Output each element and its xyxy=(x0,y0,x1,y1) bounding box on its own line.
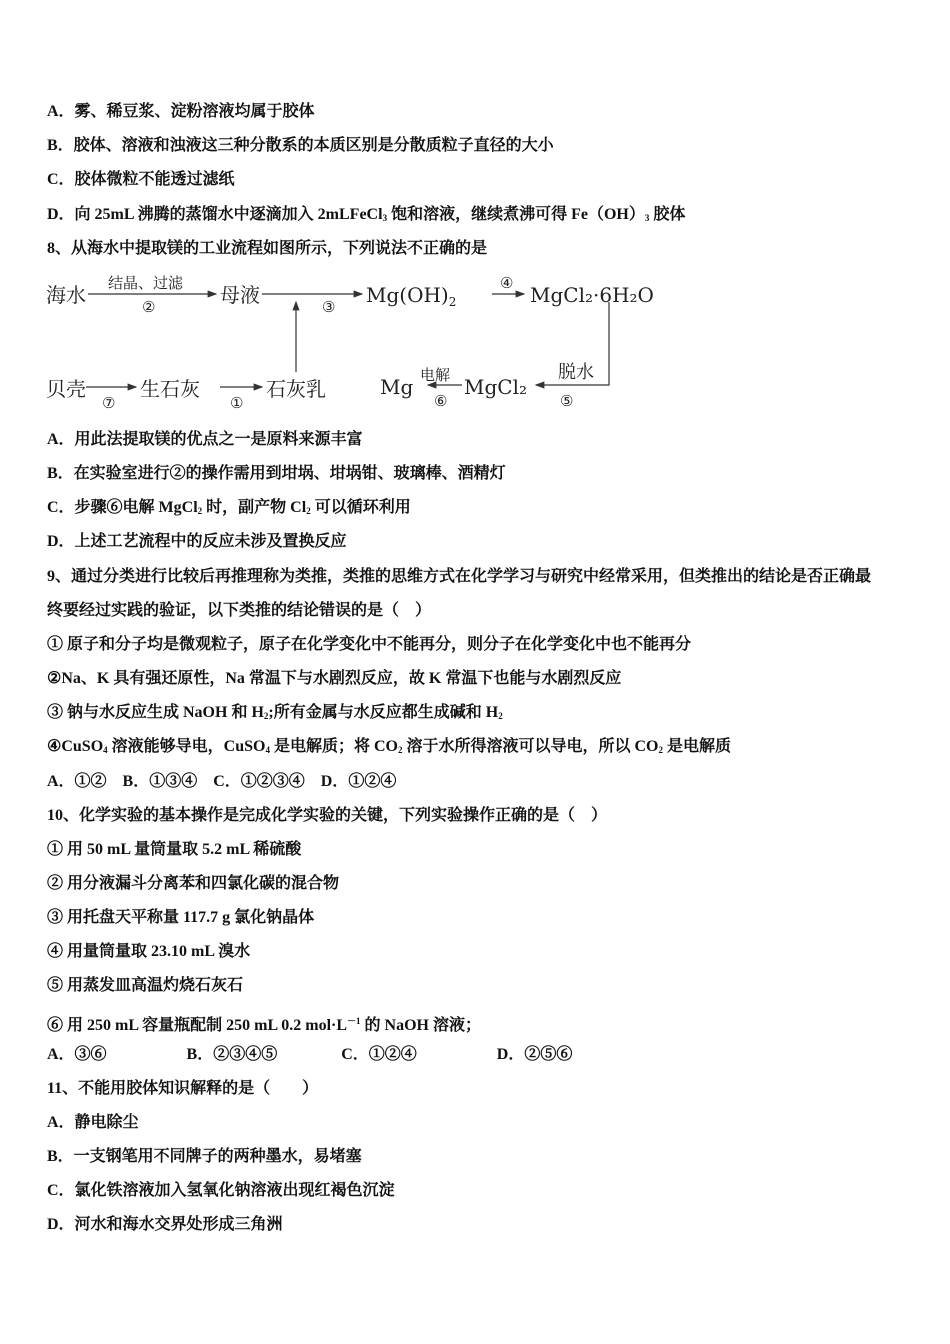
node-mother-liquor: 母液 xyxy=(220,283,260,307)
step5-number: ⑤ xyxy=(560,392,574,410)
text-segment: A．用此法提取镁的优点之一是原料来源丰富 xyxy=(47,431,363,448)
text-segment: D．上述工艺流程中的反应未涉及置换反应 xyxy=(47,533,347,551)
node-lime-milk: 石灰乳 xyxy=(266,377,326,401)
text-segment: ④ 用量筒量取 23.10 mL 溴水 xyxy=(47,943,251,961)
text-segment: B．在实验室进行②的操作需用到坩埚、坩埚钳、玻璃棒、酒精灯 xyxy=(47,465,506,483)
text-line xyxy=(47,1011,481,1036)
text-line xyxy=(47,601,431,621)
label-electrolysis: 电解 xyxy=(420,366,451,384)
text-line xyxy=(47,136,554,156)
text-line xyxy=(47,772,396,792)
subscript: 2 xyxy=(498,711,503,722)
text-segment: ① 用 50 mL 量筒量取 5.2 mL 稀硫酸 xyxy=(47,840,302,858)
step1-number: ① xyxy=(230,394,244,412)
text-segment: ④CuSO xyxy=(47,738,104,756)
text-segment: 的 NaOH 溶液； xyxy=(360,1016,481,1034)
subscript: 2 xyxy=(397,745,403,756)
text-line xyxy=(47,1147,362,1167)
step2-number: ② xyxy=(142,298,156,316)
text-segment: ;所有金属与水反应都生成碱和 H xyxy=(268,704,499,722)
text-segment: 饱和溶液，继续煮沸可得 Fe（OH） xyxy=(387,205,645,223)
mgoh2-sub: 2 xyxy=(448,295,457,309)
text-line xyxy=(47,102,315,122)
text-line xyxy=(47,170,235,190)
text-segment: B．胶体、溶液和浊液这三种分散系的本质区别是分散质粒子直径的大小 xyxy=(47,137,554,155)
text-line xyxy=(47,1113,139,1133)
label-step2: 结晶、过滤 xyxy=(108,274,184,292)
text-segment: A．静电除尘 xyxy=(47,1114,139,1131)
text-segment: C．胶体微粒不能透过滤纸 xyxy=(47,171,235,189)
text-segment: 时，副产物 Cl xyxy=(202,499,307,517)
text-segment: ① 原子和分子均是微观粒子，原子在化学变化中不能再分，则分子在化学变化中也不能再分 xyxy=(47,635,692,653)
step7-number: ⑦ xyxy=(102,394,116,412)
text-segment: 是电解质 xyxy=(662,738,731,756)
text-segment: 终要经过实践的验证，以下类推的结论错误的是（ ） xyxy=(47,601,432,619)
text-line xyxy=(47,567,871,587)
text-segment: 可以循环利用 xyxy=(310,499,411,517)
text-segment: B．一支钢笔用不同牌子的两种墨水，易堵塞 xyxy=(47,1148,362,1166)
node-mgcl2: MgCl₂ xyxy=(464,375,527,399)
text-segment: 溶于水所得溶液可以导电，所以 CO xyxy=(402,738,659,756)
text-line xyxy=(47,703,503,726)
text-segment: ③ 钠与水反应生成 NaOH 和 H xyxy=(47,704,264,722)
magnesium-extraction-flowchart xyxy=(44,272,684,417)
subscript: 4 xyxy=(103,745,108,756)
text-line xyxy=(47,1215,283,1235)
text-segment: 10、化学实验的基本操作是完成化学实验的关键，下列实验操作正确的是（ ） xyxy=(47,806,608,824)
node-shell: 贝壳 xyxy=(46,377,86,401)
text-line xyxy=(47,942,250,962)
text-line xyxy=(47,205,685,228)
text-line xyxy=(47,840,301,860)
text-segment: D．河水和海水交界处形成三角洲 xyxy=(47,1216,283,1234)
text-segment: 11、不能用胶体知识解释的是（ ） xyxy=(47,1079,319,1097)
subscript: 2 xyxy=(197,506,203,517)
text-segment: ③ 用托盘天平称量 117.7 g 氯化钠晶体 xyxy=(47,909,315,927)
text-segment: C．步骤⑥电解 MgCl xyxy=(47,499,198,517)
text-segment: D．向 25mL 沸腾的蒸馏水中逐滴加入 2mLFeCl xyxy=(47,205,383,223)
text-line xyxy=(47,806,607,826)
step3-number: ③ xyxy=(322,298,336,316)
text-line xyxy=(47,737,731,760)
node-mgcl2-hexahydrate: MgCl₂·6H₂O xyxy=(530,283,654,307)
text-segment: A．③⑥ B．②③④⑤ C．①②④ D．②⑤⑥ xyxy=(47,1045,573,1063)
text-segment: ⑥ 用 250 mL 容量瓶配制 250 mL 0.2 mol·L xyxy=(47,1016,348,1034)
node-quicklime: 生石灰 xyxy=(140,377,200,401)
text-line xyxy=(47,635,691,655)
text-line xyxy=(47,976,243,996)
text-segment: A．①② B．①③④ C．①②③④ D．①②④ xyxy=(47,772,397,790)
text-segment: ② 用分液漏斗分离苯和四氯化碳的混合物 xyxy=(47,874,340,892)
node-mgoh2 xyxy=(366,283,456,309)
text-line xyxy=(47,1079,318,1099)
text-segment: 是电解质；将 CO xyxy=(269,738,398,756)
text-line xyxy=(47,908,314,928)
text-line xyxy=(47,669,621,689)
text-segment: 9、通过分类进行比较后再推理称为类推，类推的思维方式在化学学习与研究中经常采用，但类推出的结论是否正确最 xyxy=(47,567,872,585)
text-line xyxy=(47,874,339,894)
node-mg: Mg xyxy=(380,375,414,399)
text-line xyxy=(47,1181,395,1201)
superscript: －1 xyxy=(347,1015,361,1026)
subscript: 3 xyxy=(644,212,650,223)
text-segment: ②Na、K 具有强还原性，Na 常温下与水剧烈反应，故 K 常温下也能与水剧烈反应 xyxy=(47,670,622,688)
mgoh2-text: Mg(OH) xyxy=(366,283,449,307)
step4-number: ④ xyxy=(500,274,514,292)
text-segment: 8、从海水中提取镁的工业流程如图所示，下列说法不正确的是 xyxy=(47,239,488,257)
node-seawater: 海水 xyxy=(46,283,86,307)
step6-number: ⑥ xyxy=(434,392,448,410)
text-segment: 胶体 xyxy=(649,205,686,223)
text-segment: A．雾、稀豆浆、淀粉溶液均属于胶体 xyxy=(47,103,315,120)
subscript: 2 xyxy=(263,711,269,722)
subscript: 2 xyxy=(306,506,311,517)
text-segment: ⑤ 用蒸发皿高温灼烧石灰石 xyxy=(47,977,244,995)
text-line xyxy=(47,464,506,484)
text-line xyxy=(47,532,347,552)
text-line xyxy=(47,430,363,450)
text-line xyxy=(47,498,411,521)
text-line xyxy=(47,1045,572,1065)
subscript: 4 xyxy=(265,745,270,756)
text-line xyxy=(47,239,487,259)
text-segment: 溶液能够导电，CuSO xyxy=(107,738,266,756)
subscript: 3 xyxy=(382,212,388,223)
label-dehydrate: 脱水 xyxy=(558,362,594,383)
text-segment: C．氯化铁溶液加入氢氧化钠溶液出现红褐色沉淀 xyxy=(47,1182,395,1200)
subscript: 2 xyxy=(658,745,663,756)
